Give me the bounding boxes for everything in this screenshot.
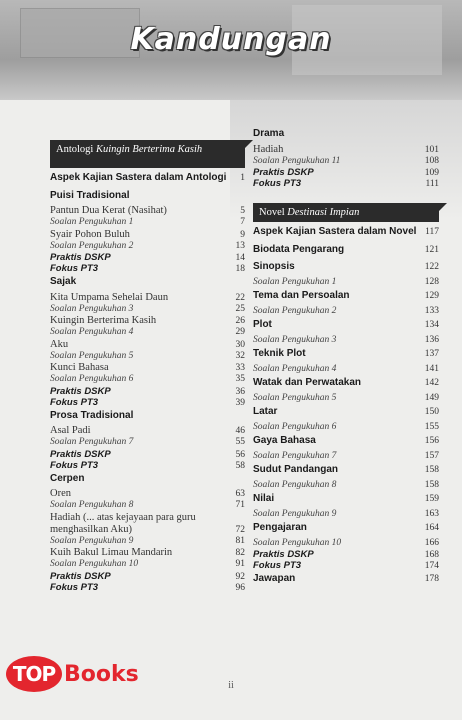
toc-entry[interactable] xyxy=(253,319,439,335)
toc-entry[interactable] xyxy=(50,339,245,351)
toc-entry[interactable] xyxy=(50,252,245,263)
toc-entry-title: Plot xyxy=(253,319,272,330)
toc-entry-page: 133 xyxy=(424,305,439,316)
toc-entry[interactable] xyxy=(253,290,439,306)
toc-entry-title: Soalan Pengukuhan 3 xyxy=(253,334,337,345)
toc-entry[interactable] xyxy=(50,351,245,363)
toc-entry-page: 164 xyxy=(424,523,439,533)
toc-entry-page: 101 xyxy=(424,144,439,155)
toc-entry[interactable] xyxy=(253,464,439,480)
toc-entry[interactable] xyxy=(50,217,245,229)
toc-entry-page: 36 xyxy=(235,386,245,397)
toc-entry-page: 7 xyxy=(240,217,245,227)
toc-entry[interactable] xyxy=(253,144,439,156)
toc-entry-page: 117 xyxy=(425,227,439,237)
toc-entry-page: 122 xyxy=(424,262,439,272)
toc-entry[interactable] xyxy=(253,480,439,492)
toc-entry-title: Soalan Pengukuhan 11 xyxy=(253,155,341,166)
toc-entry-title: Hadiah (... atas kejayaan para guru xyxy=(50,511,196,523)
toc-entry-title: Aku xyxy=(50,338,69,350)
toc-entry[interactable] xyxy=(50,524,245,536)
toc-entry[interactable] xyxy=(50,559,245,571)
toc-entry-page: 129 xyxy=(424,291,439,301)
toc-entry-title: Praktis DSKP xyxy=(253,549,314,560)
toc-entry-page: 55 xyxy=(235,437,245,447)
toc-entry-title: Praktis DSKP xyxy=(50,448,111,460)
toc-entry-page: 158 xyxy=(424,479,439,490)
logo-top: TOP xyxy=(6,656,62,692)
toc-entry[interactable] xyxy=(253,573,439,589)
toc-entry-title: Soalan Pengukuhan 9 xyxy=(50,535,134,546)
toc-entry-page: 156 xyxy=(424,436,439,446)
toc-entry-page: 109 xyxy=(424,168,439,178)
toc-entry-title: Soalan Pengukuhan 8 xyxy=(50,500,134,510)
toc-entry[interactable] xyxy=(253,509,439,521)
toc-entry-page: 22 xyxy=(235,292,245,303)
toc-entry-page: 39 xyxy=(235,397,245,408)
toc-column-left xyxy=(50,140,245,593)
toc-entry-page: 30 xyxy=(235,339,245,350)
toc-entry-page: 5 xyxy=(240,206,245,216)
toc-entry-page: 56 xyxy=(235,449,245,460)
toc-entry-title: Soalan Pengukuhan 10 xyxy=(50,559,139,569)
toc-entry[interactable] xyxy=(50,229,245,241)
toc-entry-page: 134 xyxy=(424,320,439,330)
toc-entry-title: Soalan Pengukuhan 7 xyxy=(50,437,134,447)
toc-entry-title: Tema dan Persoalan xyxy=(253,290,350,301)
banner-label: Novel xyxy=(259,207,288,218)
toc-entry-page: 14 xyxy=(235,253,245,263)
toc-entry-title: Soalan Pengukuhan 4 xyxy=(50,327,134,337)
toc-entry-title: Kunci Bahasa xyxy=(50,362,109,373)
toc-entry-title: Prosa Tradisional xyxy=(50,409,134,421)
toc-entry-title: Fokus PT3 xyxy=(50,581,99,593)
toc-entry-title: Soalan Pengukuhan 2 xyxy=(253,305,337,316)
toc-entry[interactable] xyxy=(253,538,439,550)
toc-entry-page: 46 xyxy=(235,426,245,436)
toc-entry-title: Pengajaran xyxy=(253,522,307,533)
toc-entry[interactable] xyxy=(253,178,439,189)
toc-entry-title: Praktis DSKP xyxy=(253,167,314,178)
toc-entry-title: Sudut Pandangan xyxy=(253,464,338,475)
banner-title: Kuingin Berterima Kasih xyxy=(95,144,203,155)
toc-entry-page: 9 xyxy=(240,229,245,240)
toc-entry[interactable] xyxy=(50,172,245,188)
toc-entry-title: Watak dan Perwatakan xyxy=(253,377,362,388)
toc-entry-page: 137 xyxy=(424,349,439,359)
toc-entry[interactable] xyxy=(50,547,245,559)
toc-entry[interactable] xyxy=(50,327,245,339)
page-title: Kandungan xyxy=(130,22,332,57)
toc-entry-title: Sajak xyxy=(50,276,77,287)
toc-entry[interactable] xyxy=(50,205,245,217)
toc-entry-page: 149 xyxy=(424,392,439,403)
toc-entry[interactable] xyxy=(50,488,245,500)
toc-column-right xyxy=(253,126,439,589)
toc-entry-page: 141 xyxy=(424,363,439,374)
toc-entry-title: Nilai xyxy=(253,493,275,504)
logo-books: Books xyxy=(64,661,139,687)
toc-entry-page: 58 xyxy=(235,460,245,471)
toc-entry-page: 91 xyxy=(235,559,245,569)
toc-entry[interactable] xyxy=(50,241,245,253)
toc-entry-title: Gaya Bahasa xyxy=(253,435,316,446)
toc-entry-title: Soalan Pengukuhan 2 xyxy=(50,240,134,251)
toc-entry-page: 18 xyxy=(235,264,245,274)
toc-entry[interactable] xyxy=(253,156,439,168)
toc-entry[interactable] xyxy=(50,449,245,460)
toc-entry-title: Oren xyxy=(50,488,71,499)
toc-entry-page: 155 xyxy=(424,421,439,432)
toc-entry[interactable] xyxy=(253,422,439,434)
toc-entry[interactable] xyxy=(50,410,245,426)
toc-entry-page: 63 xyxy=(235,489,245,499)
toc-entry[interactable] xyxy=(253,335,439,347)
topbooks-logo xyxy=(6,656,139,692)
toc-entry[interactable] xyxy=(253,348,439,364)
toc-entry-title: Soalan Pengukuhan 5 xyxy=(253,392,337,403)
toc-entry-page: 82 xyxy=(235,548,245,558)
toc-entry-title: Fokus PT3 xyxy=(50,263,99,274)
toc-entry[interactable] xyxy=(50,374,245,386)
toc-entry[interactable] xyxy=(253,167,439,178)
toc-entry-page: 150 xyxy=(424,407,439,417)
toc-entry[interactable] xyxy=(50,437,245,449)
toc-entry-page: 25 xyxy=(235,303,245,314)
toc-entry-title: Soalan Pengukuhan 6 xyxy=(50,374,134,384)
toc-entry-title: Soalan Pengukuhan 3 xyxy=(50,303,134,314)
toc-entry-title: Fokus PT3 xyxy=(50,459,99,471)
toc-entry-page: 121 xyxy=(424,244,439,255)
toc-entry-page: 35 xyxy=(235,374,245,384)
toc-entry-title: Fokus PT3 xyxy=(253,178,302,189)
section-banner xyxy=(50,140,245,168)
toc-entry-title: Soalan Pengukuhan 6 xyxy=(253,421,337,432)
toc-entry-page: 29 xyxy=(235,327,245,337)
toc-entry-page: 33 xyxy=(235,363,245,373)
toc-entry[interactable] xyxy=(253,306,439,318)
toc-entry-page: 128 xyxy=(424,276,439,287)
toc-entry-title: Latar xyxy=(253,406,278,417)
toc-entry-title: Soalan Pengukuhan 9 xyxy=(253,508,337,519)
toc-entry-title: Praktis DSKP xyxy=(50,252,111,263)
toc-entry[interactable] xyxy=(253,451,439,463)
toc-entry-title: Fokus PT3 xyxy=(253,560,302,571)
toc-entry-title: Puisi Tradisional xyxy=(50,189,130,201)
toc-entry-page: 96 xyxy=(235,582,245,593)
toc-entry-title: Sinopsis xyxy=(253,261,295,272)
toc-entry-page: 163 xyxy=(424,508,439,519)
toc-entry-title: Teknik Plot xyxy=(253,348,306,359)
banner-label: Antologi xyxy=(56,144,96,155)
toc-entry-page: 136 xyxy=(424,334,439,345)
toc-entry-title: Kuih Bakul Limau Mandarin xyxy=(50,547,173,558)
toc-entry[interactable] xyxy=(253,128,439,144)
toc-entry[interactable] xyxy=(253,261,439,277)
toc-entry-title: Praktis DSKP xyxy=(50,570,111,582)
toc-entry-page: 92 xyxy=(235,571,245,582)
toc-entry-title: Aspek Kajian Sastera dalam Novel xyxy=(253,226,417,237)
toc-entry[interactable] xyxy=(50,512,245,524)
toc-entry-page: 26 xyxy=(235,316,245,326)
toc-entry[interactable] xyxy=(253,377,439,393)
toc-entry-title: Soalan Pengukuhan 5 xyxy=(50,350,134,361)
page-number: ii xyxy=(228,680,234,691)
toc-entry-title: Jawapan xyxy=(253,573,296,584)
toc-entry-page: 142 xyxy=(424,378,439,388)
toc-entry[interactable] xyxy=(50,571,245,582)
toc-entry[interactable] xyxy=(50,190,245,206)
toc-entry-title: Hadiah xyxy=(253,143,284,155)
toc-entry[interactable] xyxy=(50,582,245,593)
section-banner xyxy=(253,203,439,222)
toc-entry-page: 159 xyxy=(424,494,439,504)
toc-entry[interactable] xyxy=(253,522,439,538)
toc-entry-title: Kita Umpama Sehelai Daun xyxy=(50,291,169,303)
toc-entry[interactable] xyxy=(253,493,439,509)
toc-entry-page: 174 xyxy=(424,561,439,571)
toc-entry-title: Syair Pohon Buluh xyxy=(50,228,130,240)
toc-entry[interactable] xyxy=(50,397,245,408)
toc-entry[interactable] xyxy=(50,473,245,489)
toc-entry-page: 72 xyxy=(235,524,245,535)
toc-entry-page: 32 xyxy=(235,350,245,361)
banner-title: Destinasi Impian xyxy=(287,207,360,218)
toc-entry-title: Soalan Pengukuhan 10 xyxy=(253,537,342,548)
toc-entry-page: 168 xyxy=(424,550,439,560)
toc-entry-title: Cerpen xyxy=(50,472,85,484)
toc-entry-title: Aspek Kajian Sastera dalam Antologi xyxy=(50,172,227,183)
toc-entry[interactable] xyxy=(50,276,245,292)
toc-entry[interactable] xyxy=(253,244,439,260)
toc-entry-title: Praktis DSKP xyxy=(50,385,111,397)
toc-entry-title: Soalan Pengukuhan 8 xyxy=(253,479,337,490)
toc-entry-page: 108 xyxy=(424,155,439,166)
toc-entry[interactable] xyxy=(50,263,245,274)
toc-entry[interactable] xyxy=(50,362,245,374)
toc-entry[interactable] xyxy=(253,277,439,289)
toc-entry-title: Soalan Pengukuhan 7 xyxy=(253,450,337,461)
toc-entry[interactable] xyxy=(50,315,245,327)
toc-entry[interactable] xyxy=(253,226,439,242)
toc-entry[interactable] xyxy=(50,292,245,304)
toc-entry-page: 157 xyxy=(424,450,439,461)
toc-entry-title: Pantun Dua Kerat (Nasihat) xyxy=(50,205,167,216)
toc-entry[interactable] xyxy=(50,425,245,437)
toc-entry-page: 178 xyxy=(424,574,439,584)
toc-entry-page: 81 xyxy=(235,535,245,546)
toc-entry[interactable] xyxy=(50,304,245,316)
toc-entry[interactable] xyxy=(50,500,245,512)
toc-entry[interactable] xyxy=(253,560,439,571)
toc-entry[interactable] xyxy=(253,435,439,451)
toc-entry-title: Kuingin Berterima Kasih xyxy=(50,315,157,326)
toc-entry-page: 1 xyxy=(240,173,245,183)
toc-entry[interactable] xyxy=(50,536,245,548)
toc-entry[interactable] xyxy=(50,386,245,397)
toc-entry[interactable] xyxy=(253,406,439,422)
toc-entry-page: 158 xyxy=(424,465,439,475)
toc-entry-title: Soalan Pengukuhan 1 xyxy=(253,276,337,287)
toc-entry[interactable] xyxy=(253,364,439,376)
toc-entry-title: Drama xyxy=(253,128,285,139)
toc-entry[interactable] xyxy=(253,549,439,560)
toc-entry-page: 166 xyxy=(424,537,439,548)
toc-entry-title: Fokus PT3 xyxy=(50,396,99,408)
toc-entry-title: Biodata Pengarang xyxy=(253,243,345,255)
toc-entry-title: Soalan Pengukuhan 1 xyxy=(50,217,134,227)
toc-entry-page: 71 xyxy=(235,500,245,510)
toc-entry[interactable] xyxy=(50,460,245,471)
toc-entry-title: menghasilkan Aku) xyxy=(50,523,132,535)
toc-entry-title: Soalan Pengukuhan 4 xyxy=(253,363,337,374)
toc-entry-page: 111 xyxy=(425,179,439,189)
toc-entry-page: 13 xyxy=(235,240,245,251)
toc-entry-title: Asal Padi xyxy=(50,425,91,436)
toc-entry[interactable] xyxy=(253,393,439,405)
